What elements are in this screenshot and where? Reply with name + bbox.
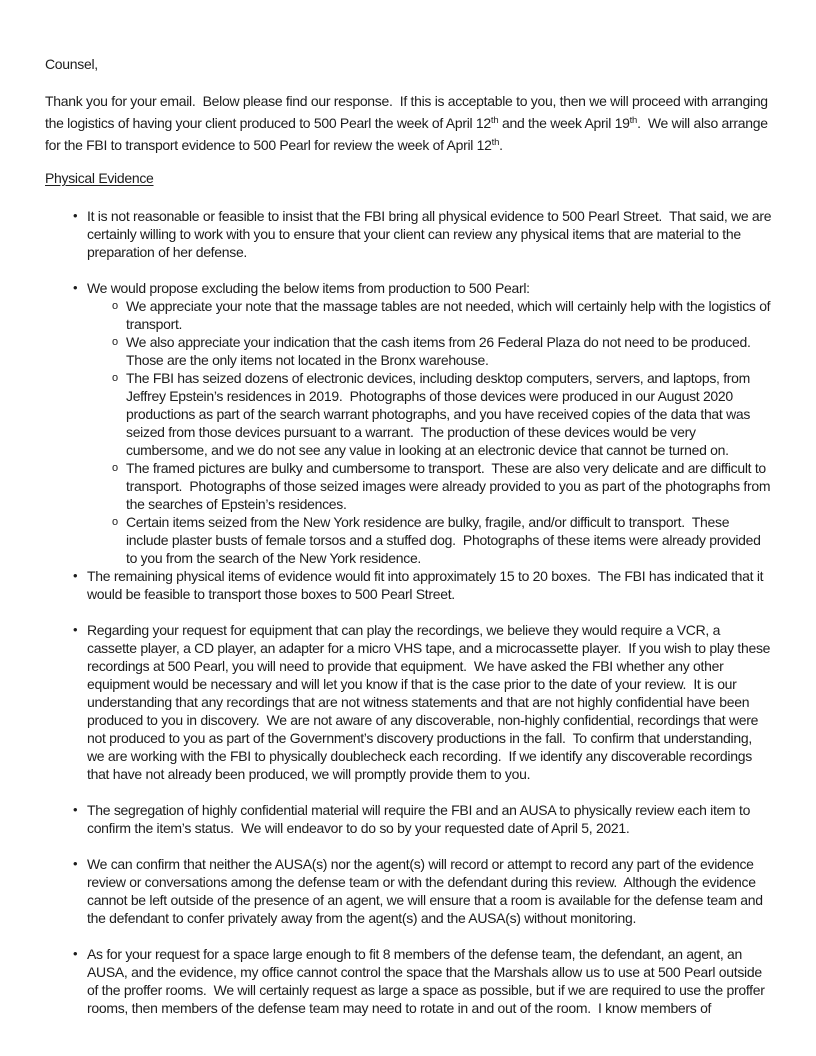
bullet-item bbox=[45, 945, 772, 1017]
bullet-item bbox=[45, 801, 772, 837]
greeting-line: Counsel, bbox=[45, 56, 98, 72]
sub-bullet-text: We also appreciate your indication that the cash items from 26 Federal Plaza do not need to be produced. Those are the only items not located in the Bronx warehouse. bbox=[126, 334, 758, 368]
bullet-text: As for your request for a space large enough to fit 8 members of the defense team, the defendant, an agent, an AUSA, and the evidence, my office cannot control the space that the Marshals allow us to use at 500 Pearl outside of the proffer rooms. We will certainly request as large a space as possible, but if we are required to use the proffer rooms, then members of the defense team may need to rotate in and out of the room. I know members of bbox=[87, 946, 769, 1016]
sub-bullet-item bbox=[87, 459, 772, 513]
bullet-text: It is not reasonable or feasible to insist that the FBI bring all physical evidence to 500 Pearl Street. That said, we are certainly willing to work with you to ensure that your client can review any physical items that are material to the preparation of her defense. bbox=[87, 208, 775, 260]
excluded-items-sublist bbox=[87, 297, 772, 567]
sub-bullet-item bbox=[87, 297, 772, 333]
bullet-text: Regarding your request for equipment that can play the recordings, we believe they would require a VCR, a cassette player, a CD player, an adapter for a micro VHS tape, and a microcassette player. If you wish to play these recordings at 500 Pearl, you will need to provide that equipment. We have asked the FBI whether any other equipment would be necessary and will let you know if that is the case prior to the date of your review. It is our understanding that any recordings that are not witness statements and that are not highly confidential have been produced to you in discovery. We are not aware of any discoverable, non-highly confidential, recordings that were not produced to you as part of the Government’s discovery productions in the fall. To confirm that understanding, we are working with the FBI to physically doublecheck each recording. If we identify any discoverable recordings that have not already been produced, we will promptly provide them to you. bbox=[87, 622, 774, 782]
bullet-text: The segregation of highly confidential material will require the FBI and an AUSA to physically review each item to confirm the item’s status. We will endeavor to do so by your requested date of April 5, 2021. bbox=[87, 802, 754, 836]
bullet-item bbox=[45, 621, 772, 783]
sub-bullet-item bbox=[87, 369, 772, 459]
bullet-item bbox=[45, 279, 772, 567]
bullet-item bbox=[45, 567, 772, 603]
bullet-text: The remaining physical items of evidence would fit into approximately 15 to 20 boxes. The FBI has indicated that it would be feasible to transport those boxes to 500 Pearl Street. bbox=[87, 568, 767, 602]
sub-bullet-text: Certain items seized from the New York residence are bulky, fragile, and/or difficult to transport. These include plaster busts of female torsos and a stuffed dog. Photographs of these items were already provided to you from the search of the New York residence. bbox=[126, 514, 765, 566]
sub-bullet-text: The framed pictures are bulky and cumbersome to transport. These are also very delicate and are difficult to transport. Photographs of those seized images were already provided to you as part of the photographs from the searches of Epstein’s residences. bbox=[126, 460, 774, 512]
sub-bullet-item bbox=[87, 333, 772, 369]
bullet-text: We can confirm that neither the AUSA(s) nor the agent(s) will record or attempt to record any part of the evidence review or conversations among the defense team or with the defendant during this review. Although the evidence cannot be left outside of the presence of an agent, we will ensure that a room is available for the defense team and the defendant to confer privately away from the agent(s) and the AUSA(s) without monitoring. bbox=[87, 856, 767, 926]
bullet-item bbox=[45, 207, 775, 261]
sub-bullet-text: The FBI has seized dozens of electronic devices, including desktop computers, servers, and laptops, from Jeffrey Epstein’s residences in 2019. Photographs of those devices were produced in our August 2020 productions as part of the search warrant photographs, and you have received copies of the data that was seized from those devices pursuant to a warrant. The production of these devices would be very cumbersome, and we do not see any value in looking at an electronic device that cannot be turned on. bbox=[126, 370, 754, 458]
bullet-text: We would propose excluding the below items from production to 500 Pearl: bbox=[87, 280, 530, 296]
intro-paragraph: Thank you for your email. Below please find our response. If this is acceptable to you, then we will proceed with arranging the logistics of having your client produced to 500 Pearl the week of April 12th and the week April 19th. We will also arrange for the FBI to transport evidence to 500 Pearl for review the week of April 12th. bbox=[45, 93, 772, 153]
sub-bullet-text: We appreciate your note that the massage tables are not needed, which will certainly help with the logistics of transport. bbox=[126, 298, 774, 332]
section-heading-physical-evidence: Physical Evidence bbox=[45, 170, 154, 186]
physical-evidence-bullet-list bbox=[45, 207, 775, 1017]
sub-bullet-item bbox=[87, 513, 772, 567]
bullet-item bbox=[45, 855, 772, 927]
